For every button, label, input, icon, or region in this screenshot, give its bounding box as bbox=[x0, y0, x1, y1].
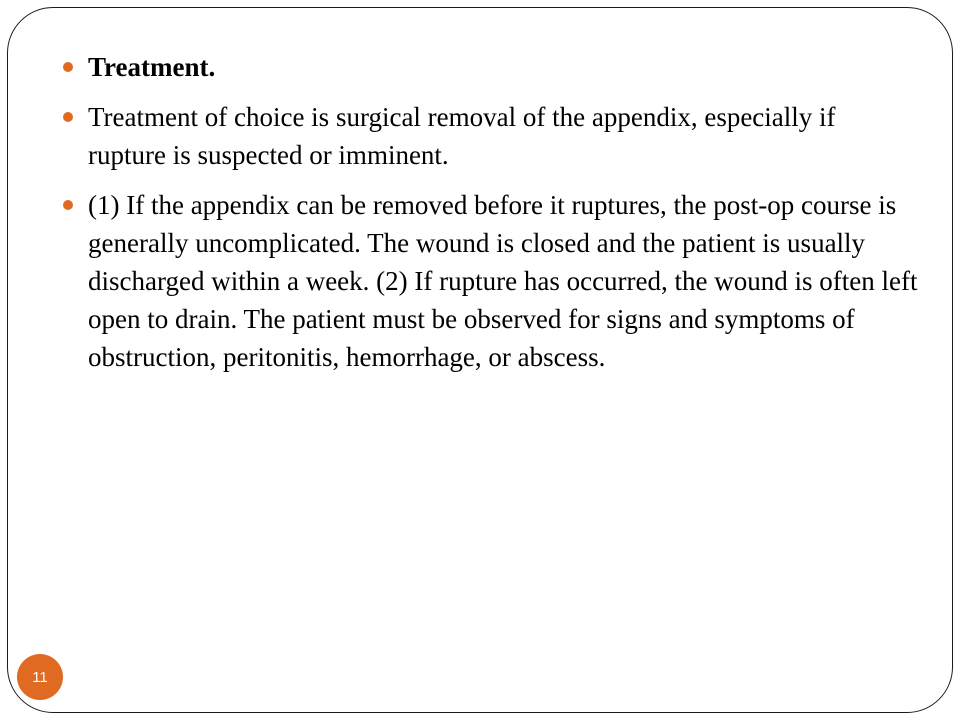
bullet-text: Treatment of choice is surgical removal of the appendix, especially if rupture is suspected or imminent. bbox=[88, 102, 836, 170]
bullet-dot-icon bbox=[63, 62, 73, 72]
bullet-item-postop-course bbox=[58, 186, 918, 376]
bullet-text: Treatment. bbox=[88, 52, 216, 82]
bullet-text: (1) If the appendix can be removed before it ruptures, the post-op course is generally uncomplicated. The wound is closed and the patient is usually discharged within a week. (2) If rupture has occurred, the wound is often left open to drain. The patient must be observed for signs and symptoms of obstruction, peritonitis, hemorrhage, or abscess. bbox=[88, 190, 918, 372]
page-number: 11 bbox=[32, 668, 48, 686]
bullet-dot-icon bbox=[63, 112, 73, 122]
bullet-dot-icon bbox=[63, 200, 73, 210]
slide-content bbox=[58, 48, 918, 388]
bullet-item-treatment-choice bbox=[58, 98, 918, 174]
bullet-item-treatment-heading bbox=[58, 48, 918, 86]
page-number-badge bbox=[17, 654, 63, 700]
